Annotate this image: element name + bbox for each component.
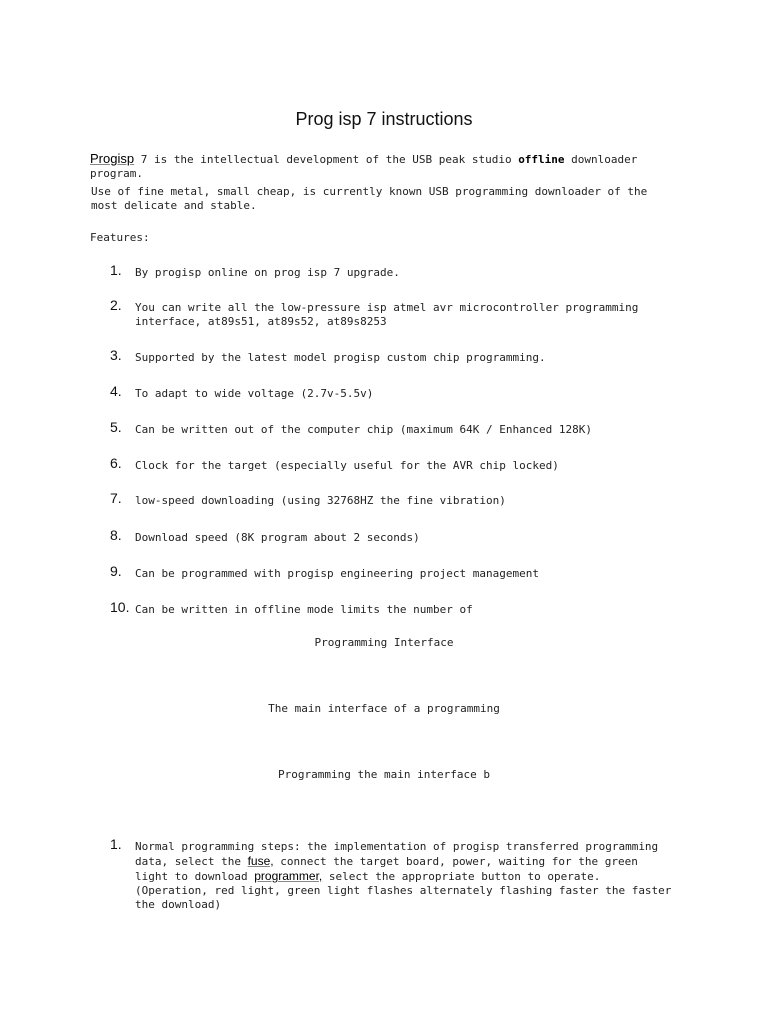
caption-main-interface-a: The main interface of a programming [268,702,500,715]
fuse-word: fuse, [247,854,274,868]
feature-number: 10. [110,599,130,615]
feature-number: 1. [110,262,122,278]
intro-text-a: 7 is the intellectual development of the USB peak studio [134,153,519,166]
feature-number: 5. [110,419,122,435]
steps-part1: Normal programming steps: the implementation of progisp transferred programming data, select the [135,840,659,868]
feature-number: 6. [110,455,122,471]
intro-paragraph [90,152,690,181]
steps-part3: select the appropriate button to operate. (Operation, red light, green light flashes alternately flashing faster the faster the download) [135,870,672,911]
feature-number: 4. [110,383,122,399]
feature-text: Can be written in offline mode limits the number of [135,603,473,616]
feature-text: Can be written out of the computer chip (maximum 64K / Enhanced 128K) [135,423,592,436]
caption-programming-interface: Programming Interface [314,636,454,649]
page-title: Prog isp 7 instructions [295,109,473,129]
steps-part2: connect the target board, power, waiting for the green light to download [135,855,638,883]
brand-name: Progisp [90,151,135,166]
feature-number: 3. [110,347,122,363]
feature-text: You can write all the low-pressure isp atmel avr microcontroller programming interface, at89s51, at89s52, at89s8253 [135,301,639,328]
feature-number: 7. [110,490,122,506]
feature-text: Supported by the latest model progisp custom chip programming. [135,351,546,364]
steps-number: 1. [110,836,122,852]
feature-number: 8. [110,527,122,543]
caption-main-interface-b: Programming the main interface b [278,768,490,781]
feature-number: 2. [110,297,122,313]
programmer-word: programmer, [254,869,323,883]
usage-paragraph: Use of fine metal, small cheap, is currently known USB programming downloader of the most delicate and stable. [91,185,654,212]
feature-text: Download speed (8K program about 2 seconds) [135,531,420,544]
offline-word: offline [518,153,565,166]
feature-text: Can be programmed with progisp engineering project management [135,567,539,580]
intro-text-b: downloader program. [90,153,645,180]
feature-text: low-speed downloading (using 32768HZ the fine vibration) [135,494,506,507]
feature-number: 9. [110,563,122,579]
feature-text: By progisp online on prog isp 7 upgrade. [135,266,400,279]
feature-text: To adapt to wide voltage (2.7v-5.5v) [135,387,374,400]
features-label: Features: [90,231,150,244]
feature-text: Clock for the target (especially useful for the AVR chip locked) [135,459,559,472]
steps-text [135,840,675,912]
